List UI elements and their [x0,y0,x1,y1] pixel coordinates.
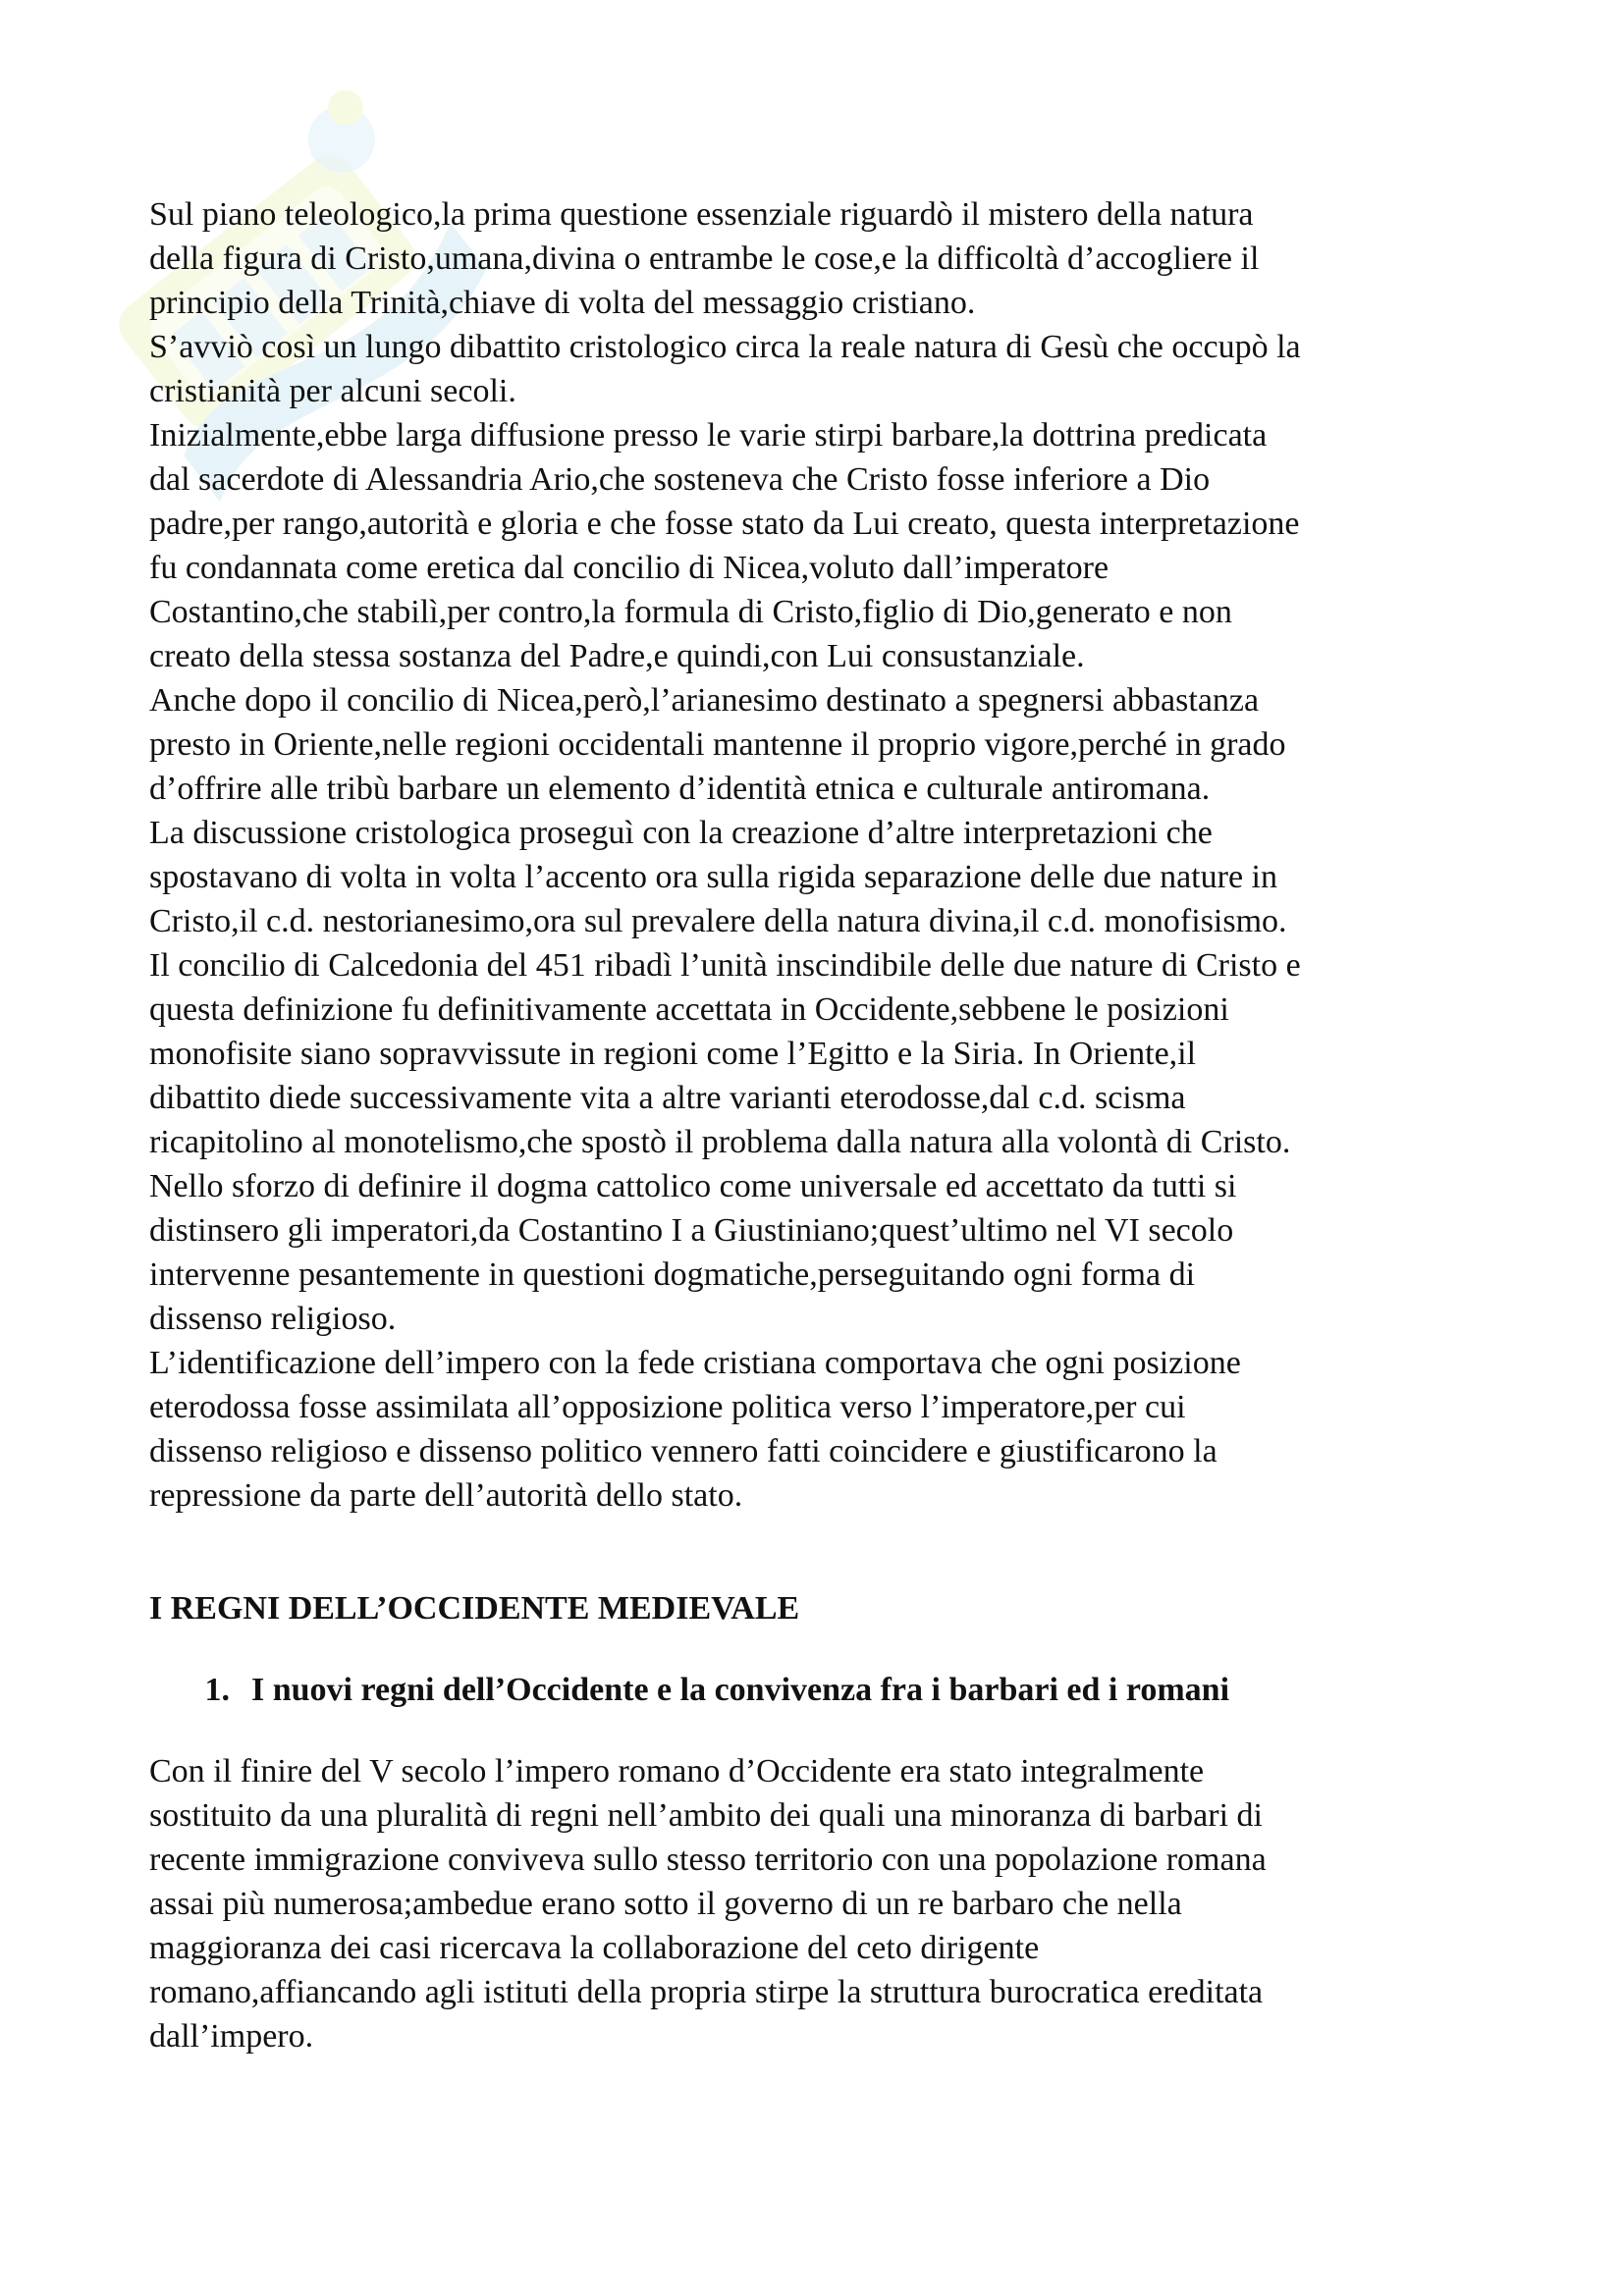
subsection-title [149,1668,1494,1712]
paragraph: L’identificazione dell’impero con la fede cristiana comportava che ogni posizione eterodossa fosse assimilata all’opposizione politica verso l’imperatore,per cui dissenso religioso e dissenso politico vennero fatti coincidere e giustificarono la repressione da parte dell’autorità dello stato. [149,1345,1241,1514]
paragraph: Anche dopo il concilio di Nicea,però,l’arianesimo destinato a spegnersi abbastanza presto in Oriente,nelle regioni occidentali mantenne il proprio vigore,perché in grado d’offrire alle tribù barbare un elemento d’identità etnica e culturale antiromana. [149,682,1286,807]
document-page [149,192,1494,2058]
paragraph: Il concilio di Calcedonia del 451 ribadì l’unità inscindibile delle due nature di Cristo e questa definizione fu definitivamente accettata in Occidente,sebbene le posizioni monofisite siano sopravvissute in regioni come l’Egitto e la Siria. In Oriente,il dibattito diede successivamente vita a altre varianti eterodosse,dal c.d. scisma ricapitolino al monotelismo,che spostò il problema dalla natura alla volontà di Cristo. [149,947,1301,1160]
closing-paragraph: Con il finire del V secolo l’impero romano d’Occidente era stato integralmente sostituito da una pluralità di regni nell’ambito dei quali una minoranza di barbari di recente immigrazione conviveva sullo stesso territorio con una popolazione romana assai più numerosa;ambedue erano sotto il governo di un re barbaro che nella maggioranza dei casi ricercava la collaborazione del ceto dirigente romano,affiancando agli istituti della propria stirpe la struttura burocratica ereditata dall’impero. [149,1753,1267,2055]
paragraph: Nello sforzo di definire il dogma cattolico come universale ed accettato da tutti si distinsero gli imperatori,da Costantino I a Giustiniano;quest’ultimo nel VI secolo intervenne pesantemente in questioni dogmatiche,perseguitando ogni forma di dissenso religioso. [149,1168,1237,1337]
paragraph: Sul piano teleologico,la prima questione essenziale riguardò il mistero della natura della figura di Cristo,umana,divina o entrambe le cose,e la difficoltà d’accogliere il principio della Trinità,chiave di volta del messaggio cristiano. [149,196,1260,321]
subsection-heading-text: I nuovi regni dell’Occidente e la convivenza fra i barbari ed i romani [251,1672,1230,1708]
paragraph: S’avviò così un lungo dibattito cristologico circa la reale natura di Gesù che occupò la cristianità per alcuni secoli. [149,329,1301,409]
subsection-number: 1. [204,1672,230,1708]
section-title: I REGNI DELL’OCCIDENTE MEDIEVALE [149,1590,800,1627]
paragraph: Inizialmente,ebbe larga diffusione presso le varie stirpi barbare,la dottrina predicata dal sacerdote di Alessandria Ario,che sosteneva che Cristo fosse inferiore a Dio padre,per rango,autorità e gloria e che fosse stato da Lui creato, questa interpretazione fu condannata come eretica dal concilio di Nicea,voluto dall’imperatore Costantino,che stabilì,per contro,la formula di Cristo,figlio di Dio,generato e non creato della stessa sostanza del Padre,e quindi,con Lui consustanziale. [149,417,1300,674]
paragraph: La discussione cristologica proseguì con la creazione d’altre interpretazioni che spostavano di volta in volta l’accento ora sulla rigida separazione delle due nature in Cristo,il c.d. nestorianesimo,ora sul prevalere della natura divina,il c.d. monofisismo. [149,815,1287,939]
